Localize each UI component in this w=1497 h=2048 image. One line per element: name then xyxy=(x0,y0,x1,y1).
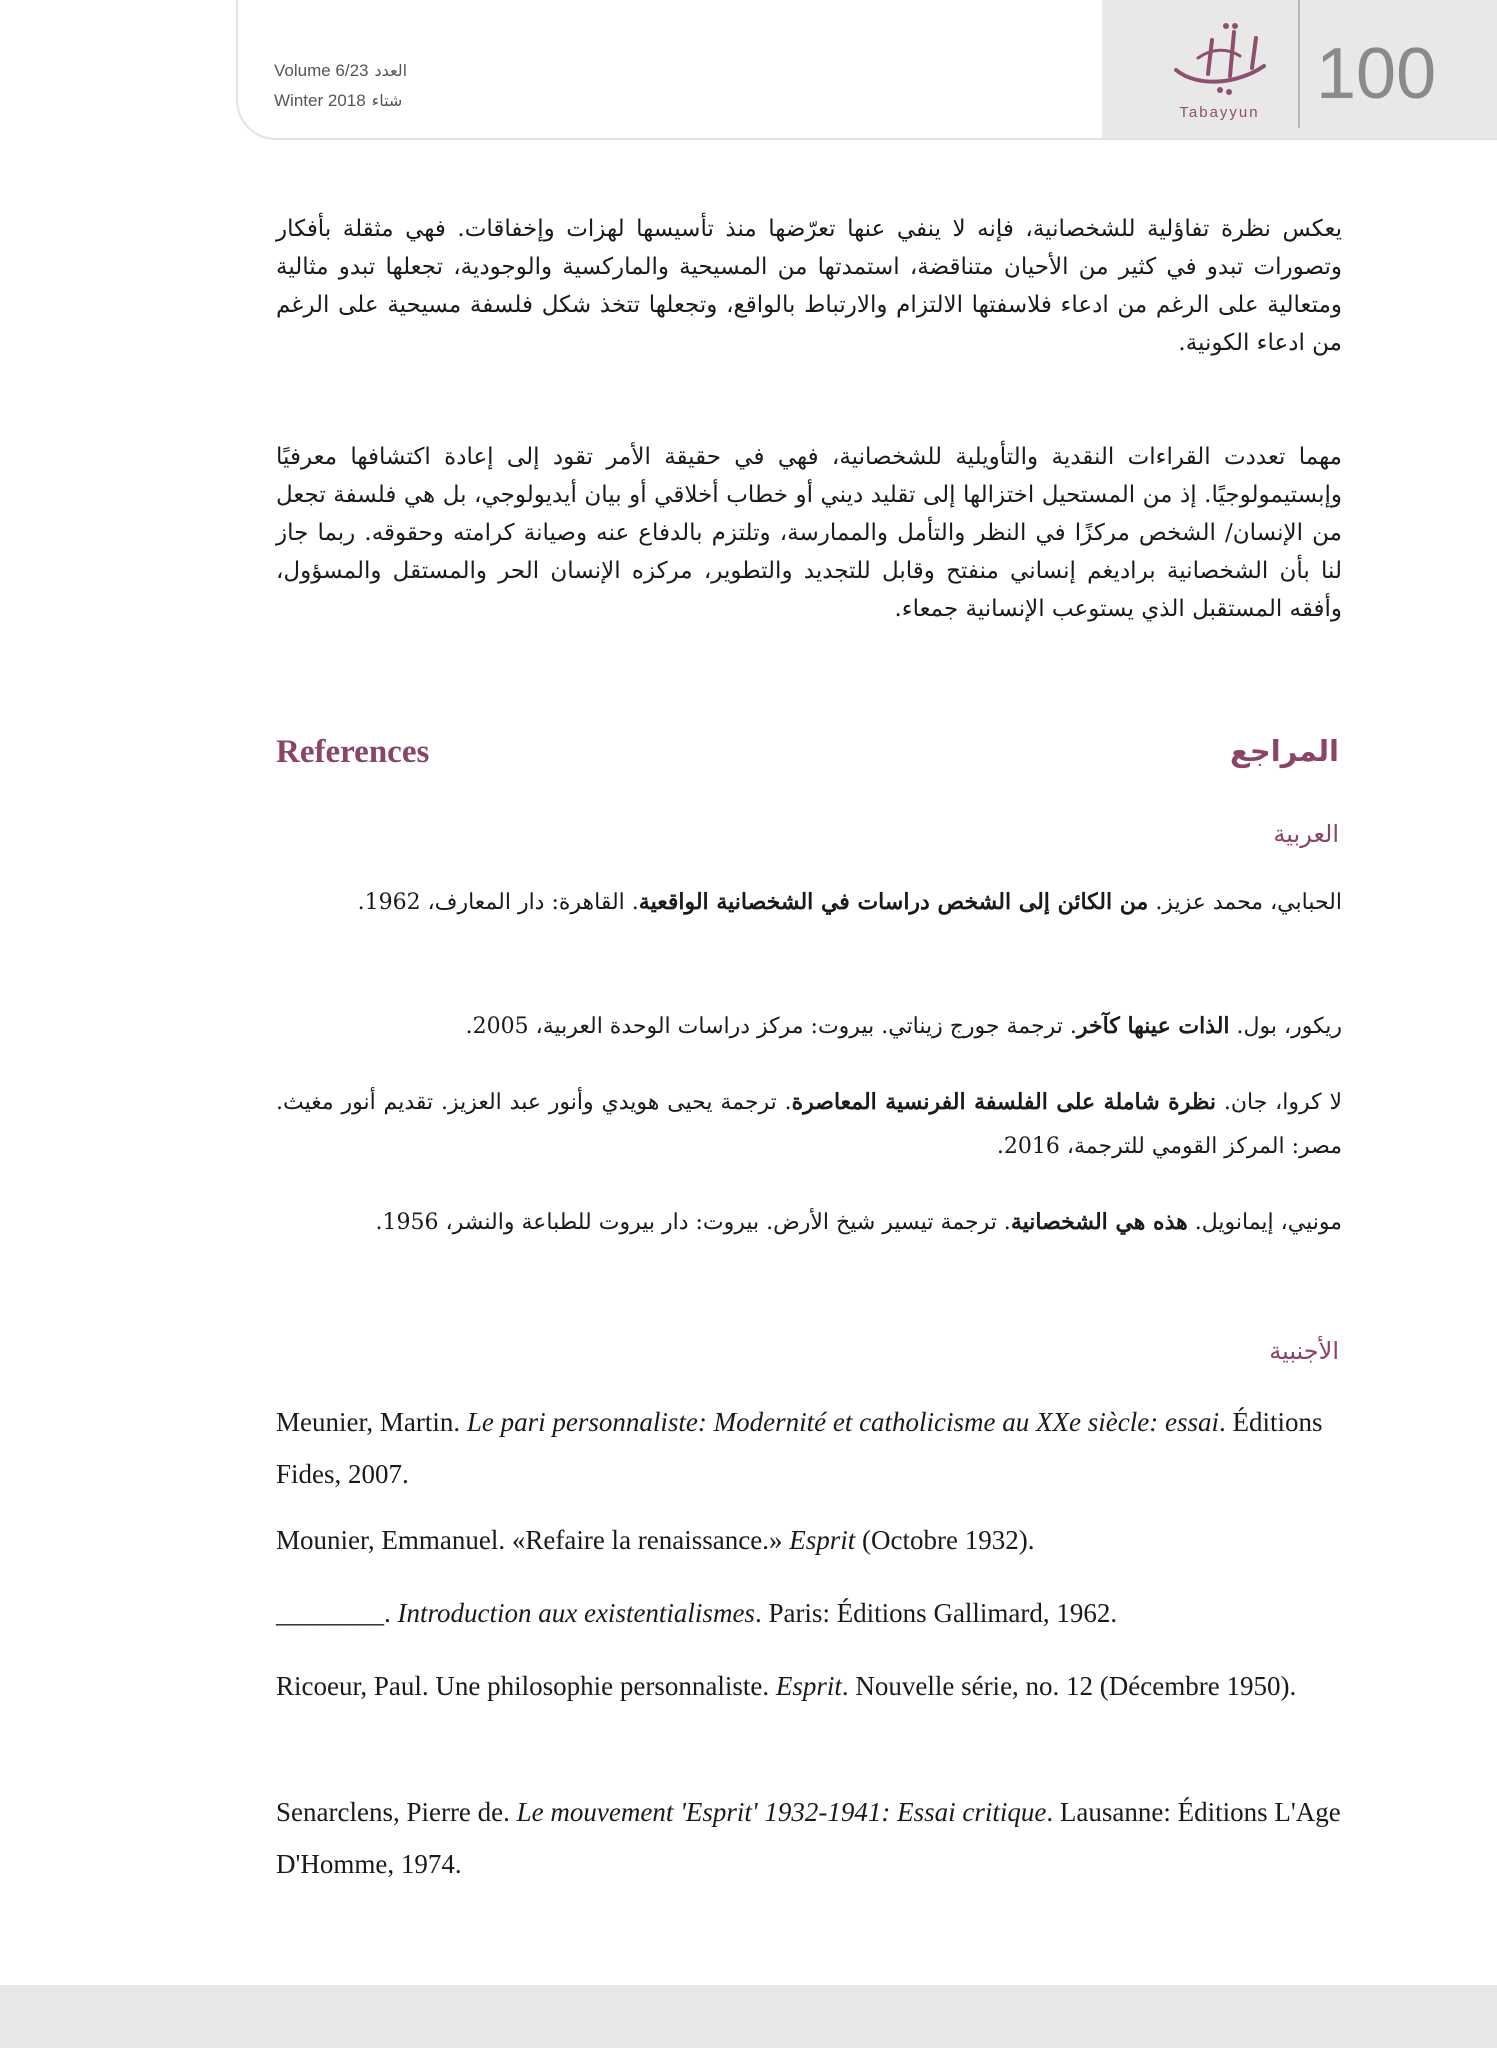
ref-prefix: Meunier, Martin. xyxy=(276,1407,467,1437)
ref-title: Le pari personnaliste: Modernité et catholicisme au XXe siècle: essai xyxy=(466,1407,1219,1437)
ref-details: . ترجمة تيسير شيخ الأرض. بيروت: دار بيروت للطباعة والنشر، 1956. xyxy=(375,1210,1011,1235)
header-divider xyxy=(1298,0,1300,128)
arabic-reference-3 xyxy=(276,1080,1342,1169)
ref-author: لا كروا، جان. xyxy=(1223,1090,1343,1115)
ref-author: الحبابي، محمد عزيز. xyxy=(1155,890,1342,915)
page-number: 100 xyxy=(1316,34,1437,114)
ref-suffix: (Octobre 1932). xyxy=(855,1525,1035,1555)
foreign-references-heading: الأجنبية xyxy=(1269,1337,1339,1365)
issue-info xyxy=(274,56,407,116)
ref-title: Esprit xyxy=(789,1525,856,1555)
arabic-reference-1 xyxy=(276,880,1342,925)
foreign-reference-3 xyxy=(276,1587,1342,1639)
foreign-reference-2 xyxy=(276,1514,1342,1566)
journal-logo xyxy=(1132,18,1307,136)
season-line xyxy=(274,86,407,116)
ref-title: من الكائن إلى الشخص دراسات في الشخصانية الواقعية xyxy=(638,889,1149,915)
arabic-reference-2 xyxy=(276,1004,1342,1049)
footer-bar xyxy=(0,1985,1497,2048)
ref-suffix: . Paris: Éditions Gallimard, 1962. xyxy=(754,1598,1118,1628)
ref-details: . القاهرة: دار المعارف، 1962. xyxy=(357,890,639,915)
logo-calligraphy-icon xyxy=(1168,18,1278,96)
ref-title: الذات عينها كآخر xyxy=(1076,1013,1230,1039)
ref-details: . ترجمة جورج زيناتي. بيروت: مركز دراسات الوحدة العربية، 2005. xyxy=(465,1014,1077,1039)
ref-prefix: Senarclens, Pierre de. xyxy=(276,1797,517,1827)
volume-label-ar: العدد xyxy=(374,61,408,80)
ref-suffix: . Nouvelle série, no. 12 (Décembre 1950). xyxy=(841,1671,1297,1701)
ref-prefix: Ricoeur, Paul. Une philosophie personnaliste. xyxy=(276,1671,776,1701)
ref-title: نظرة شاملة على الفلسفة الفرنسية المعاصرة xyxy=(791,1089,1216,1115)
ref-title: Esprit xyxy=(775,1671,842,1701)
ref-suffix: . Lausanne: Éditions L'Age D'Homme, 1974. xyxy=(276,1797,1341,1879)
ref-details: . ترجمة يحيى هويدي وأنور عبد العزيز. تقديم أنور مغيث. مصر: المركز القومي للترجمة، 2016. xyxy=(276,1090,1342,1159)
ref-prefix: Mounier, Emmanuel. «Refaire la renaissance.» xyxy=(276,1525,790,1555)
references-heading-ar: المراجع xyxy=(1230,734,1339,768)
foreign-reference-5 xyxy=(276,1786,1342,1890)
ref-suffix: . Éditions Fides, 2007. xyxy=(276,1407,1323,1489)
season-label: Winter 2018 xyxy=(274,91,366,110)
volume-line xyxy=(274,56,407,86)
season-label-ar: شتاء xyxy=(371,91,403,110)
ref-prefix: ________. xyxy=(276,1598,398,1628)
volume-label: Volume 6/23 xyxy=(274,61,369,80)
arabic-reference-4 xyxy=(276,1200,1342,1245)
ref-title: Introduction aux existentialismes xyxy=(397,1598,755,1628)
foreign-reference-4 xyxy=(276,1660,1342,1712)
logo-text: Tabayyun xyxy=(1179,104,1260,121)
foreign-reference-1 xyxy=(276,1396,1342,1500)
arabic-references-heading: العربية xyxy=(1273,820,1339,848)
ref-author: ريكور، بول. xyxy=(1236,1014,1342,1039)
ref-author: مونيي، إيمانويل. xyxy=(1194,1210,1342,1235)
ref-title: هذه هي الشخصانية xyxy=(1010,1209,1188,1235)
body-paragraph-2: مهما تعددت القراءات النقدية والتأويلية للشخصانية، فهي في حقيقة الأمر تقود إلى إعادة اكتشافها معرفيًا وإبستيمولوجيًا. إذ من المستحيل اختزالها إلى تقليد ديني أو خطاب أخلاقي أو بيان أيديولوجي، بل هي فلسفة تجعل من الإنسان/ الشخص مركزًا في النظر والتأمل والممارسة، وتلتزم بالدفاع عنه وصيانة كرامته وحقوقه. ربما جاز لنا بأن الشخصانية براديغم إنساني منفتح وقابل للتجديد والتطوير، مركزه الإنسان الحر والمستقل والمسؤول، وأفقه المستقبل الذي يستوعب الإنسانية جمعاء. xyxy=(276,444,1342,622)
body-paragraph-1: يعكس نظرة تفاؤلية للشخصانية، فإنه لا ينفي عنها تعرّضها منذ تأسيسها لهزات وإخفاقات. فهي مثقلة بأفكار وتصورات تبدو في كثير من الأحيان متناقضة، استمدتها من المسيحية والماركسية والوجودية، تجعلها تبدو مثالية ومتعالية على الرغم من ادعاء فلاسفتها الالتزام والارتباط بالواقع، وتجعلها تتخذ شكل فلسفة مسيحية على الرغم من ادعاء الكونية. xyxy=(276,216,1342,356)
references-heading-en: References xyxy=(276,734,430,770)
ref-title: Le mouvement 'Esprit' 1932-1941: Essai critique xyxy=(516,1797,1047,1827)
